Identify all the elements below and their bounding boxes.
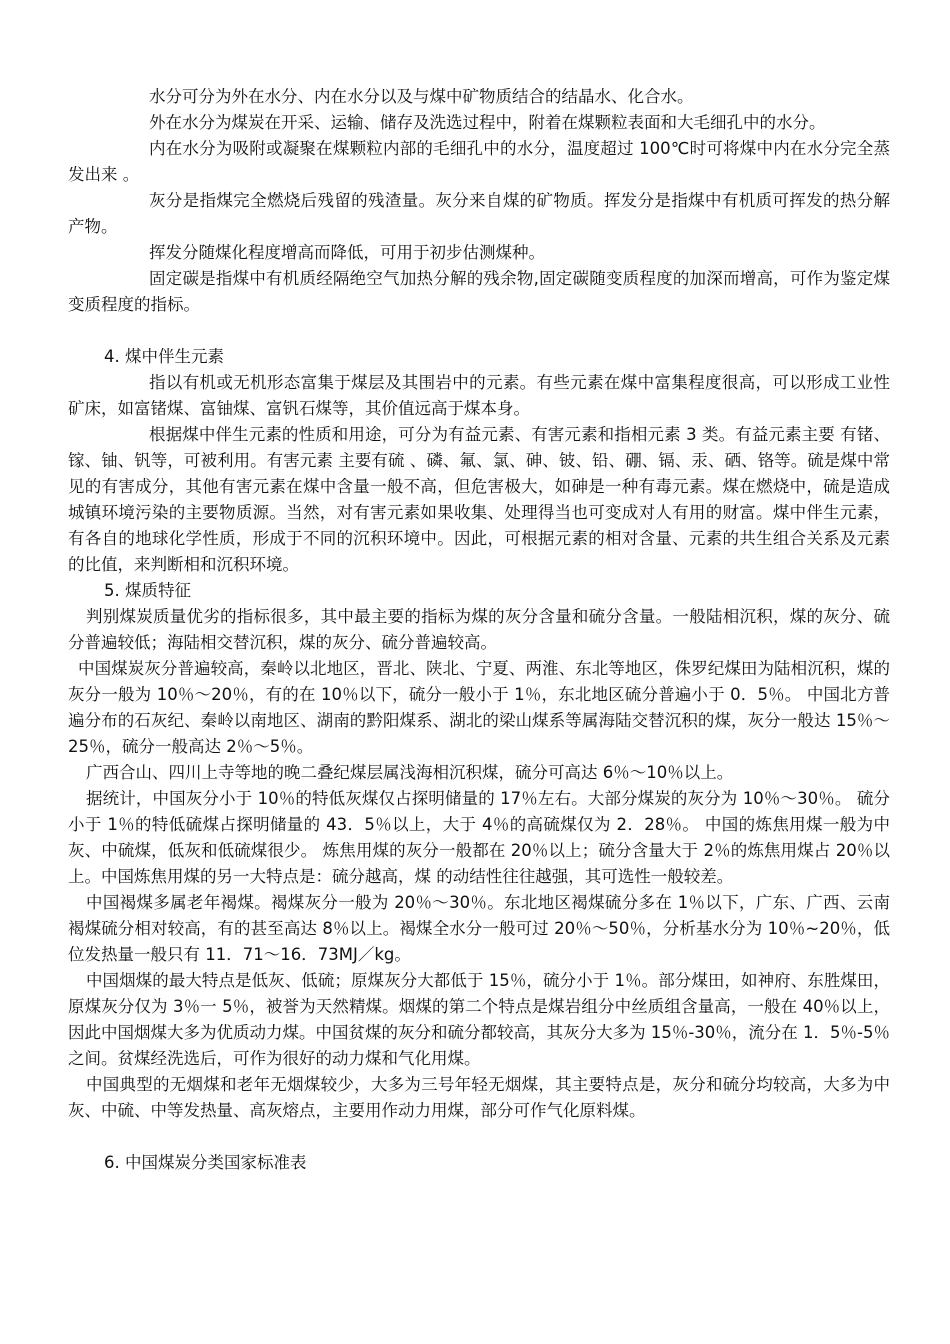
paragraph-china-ash: 中国煤炭灰分普遍较高，秦岭以北地区，晋北、陕北、宁夏、两淮、东北等地区，侏罗纪煤田为陆相沉积，煤的灰分一般为 10％～20％，有的在 10％以下，硫分一般小于 1％，东北地区硫分普遍小于 0．5％。 中国北方普遍分布的石灰纪、秦岭以南地区、湖南的黔阳煤系、湖北的梁山煤系等属海陆交替沉积的煤，灰分一般达 15％～25％，硫分一般高达 2％～5％。 (68, 659, 890, 756)
paragraph-lignite: 中国褐煤多属老年褐煤。褐煤灰分一般为 20％～30％。东北地区褐煤硫分多在 1％以下，广东、广西、云南褐煤硫分相对较高，有的甚至高达 8％以上。褐煤全水分一般可过 20％～50％，分析基水分为 10％~20％，低位发热量一般只有 11．71～16．73MJ／kg。 (68, 893, 890, 964)
paragraph-external-moisture: 外在水分为煤炭在开采、运输、储存及洗选过程中，附着在煤颗粒表面和大毛细孔中的水分。 (149, 113, 826, 132)
paragraph-bituminous: 中国烟煤的最大特点是低灰、低硫；原煤灰分大都低于 15％，硫分小于 1％。部分煤田，如神府、东胜煤田，原煤灰分仅为 3％一 5％，被誉为天然精煤。烟煤的第二个特点是煤岩组分中丝质组含量高，一般在 40％以上，因此中国烟煤大多为优质动力煤。中国贫煤的灰分和硫分都较高，其灰分大多为 15％-30％，流分在 1．5％-5％之间。贫煤经洗选后，可作为很好的动力煤和气化用煤。 (68, 971, 890, 1068)
section-heading-associated-elements: 4. 煤中伴生元素 (104, 347, 224, 366)
paragraph-volatile-trend: 挥发分随煤化程度增高而降低，可用于初步估测煤种。 (149, 243, 545, 262)
paragraph-guangxi-sichuan: 广西合山、四川上寺等地的晚二叠纪煤层属浅海相沉积煤，硫分可高达 6％～10％以上。 (86, 763, 734, 782)
paragraph-moisture-types: 水分可分为外在水分、内在水分以及与煤中矿物质结合的结晶水、化合水。 (149, 87, 694, 106)
paragraph-internal-moisture: 内在水分为吸附或凝聚在煤颗粒内部的毛细孔中的水分，温度超过 100℃时可将煤中内在水分完全蒸发出来 。 (68, 139, 890, 184)
document-page (68, 84, 890, 1176)
paragraph-quality-indicators: 判别煤炭质量优劣的指标很多，其中最主要的指标为煤的灰分含量和硫分含量。一般陆相沉积，煤的灰分、硫分普遍较低；海陆相交替沉积，煤的灰分、硫分普遍较高。 (68, 607, 890, 652)
paragraph-statistics: 据统计，中国灰分小于 10％的特低灰煤仅占探明储量的 17％左右。大部分煤炭的灰分为 10％～30％。 硫分小于 1％的特低硫煤占探明储量的 43．5％以上，大于 4％的高硫煤仅为 2．28％。 中国的炼焦用煤一般为中灰、中硫煤，低灰和低硫煤很少。 炼焦用煤的灰分一般都在 20％以上；硫分含量大于 2％的炼焦用煤占 20％以上。中国炼焦用煤的另一大特点是：硫分越高，煤 的动结性往往越强，其可选性一般较差。 (68, 789, 890, 886)
paragraph-associated-elements-def: 指以有机或无机形态富集于煤层及其围岩中的元素。有些元素在煤中富集程度很高，可以形成工业性矿床，如富锗煤、富铀煤、富钒石煤等，其价值远高于煤本身。 (68, 373, 890, 418)
paragraph-anthracite: 中国典型的无烟煤和老年无烟煤较少，大多为三号年轻无烟煤，其主要特点是，灰分和硫分均较高，大多为中灰、中硫、中等发热量、高灰熔点，主要用作动力用煤，部分可作气化原料煤。 (68, 1075, 890, 1120)
paragraph-associated-elements-types: 根据煤中伴生元素的性质和用途，可分为有益元素、有害元素和指相元素 3 类。有益元素主要 有锗、镓、铀、钒等，可被利用。有害元素 主要有硫 、磷、氟、氯、砷、铍、铅、硼、镉、汞、硒、铬等。硫是煤中常见的有害成分，其他有害元素在煤中含量一般不高，但危害极大，如砷是一种有毒元素。煤在燃烧中，硫是造成城镇环境污染的主要物质源。当然，对有害元素如果收集、处理得当也可变成对人有用的财富。煤中伴生元素，有各自的地球化学性质，形成于不同的沉积环境中。因此，可根据元素的相对含量、元素的共生组合关系及元素的比值，来判断相和沉积环境。 (68, 425, 890, 574)
paragraph-fixed-carbon: 固定碳是指煤中有机质经隔绝空气加热分解的残余物,固定碳随变质程度的加深而增高，可作为鉴定煤变质程度的指标。 (68, 269, 890, 314)
section-heading-classification-table: 6. 中国煤炭分类国家标准表 (104, 1153, 307, 1172)
section-heading-coal-quality: 5. 煤质特征 (104, 581, 191, 600)
paragraph-ash-volatile: 灰分是指煤完全燃烧后残留的残渣量。灰分来自煤的矿物质。挥发分是指煤中有机质可挥发的热分解产物。 (68, 191, 890, 236)
